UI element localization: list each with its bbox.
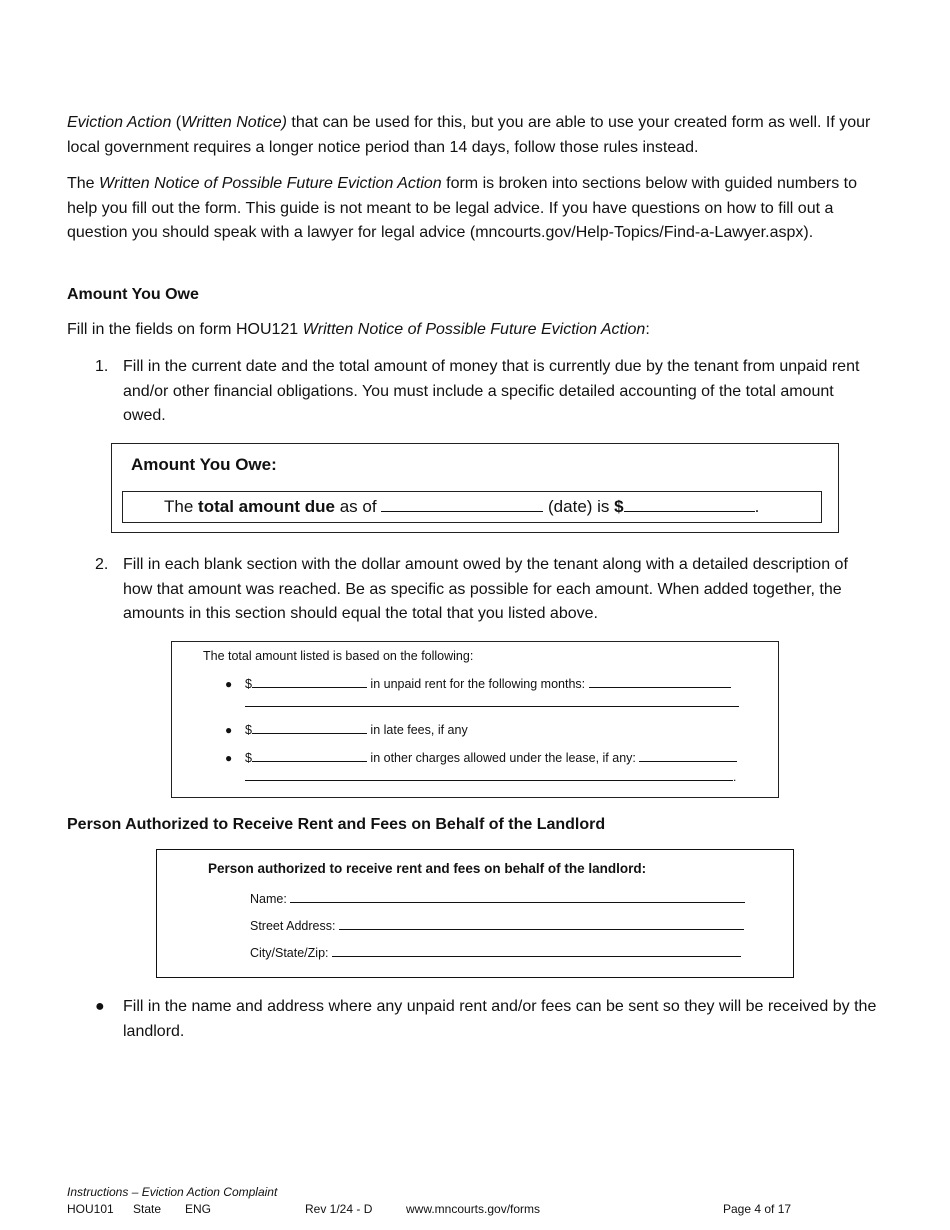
dollar-sign: $: [245, 677, 252, 691]
bullet-text: Fill in the name and address where any unpaid rent and/or fees can be sent so they will be received by the landlord.: [123, 998, 877, 1040]
instruction-item-1: [95, 355, 865, 429]
lead-form-ref: Written Notice of Possible Future Eviction Action: [302, 321, 646, 338]
amount-owed-row: [122, 491, 822, 523]
unpaid-rent-label: [245, 676, 731, 692]
name-blank: [290, 891, 745, 903]
period: .: [754, 497, 760, 516]
total-amount-blank: [624, 498, 755, 512]
city-state-zip-blank: [332, 945, 741, 957]
revision: Rev 1/24 - D: [305, 1202, 373, 1216]
city-field-row: [250, 945, 741, 961]
item-text: Fill in each blank section with the dollar amount owed by the tenant along with a detailed description of how that amount was reached. Be as specific as possible for each amount. When added together, the amounts in this section should equal the total that you listed above.: [123, 556, 848, 622]
other-charges-blank: [252, 751, 367, 762]
amount-you-owe-heading: Amount You Owe: [67, 286, 199, 303]
amount-owed-title: Amount You Owe:: [131, 455, 277, 474]
lead-colon: :: [645, 321, 650, 338]
person-authorized-form-excerpt: [156, 849, 794, 978]
other-description-blank: [639, 751, 737, 762]
page-footer: [67, 1184, 883, 1218]
language: ENG: [185, 1202, 212, 1216]
dollar-sign: $: [245, 751, 252, 765]
intro-paragraph-1: [67, 111, 883, 160]
street-address-blank: [339, 918, 744, 930]
item-text: Fill in the current date and the total amount of money that is currently due by the tenant from unpaid rent and/or other financial obligations. You must include a specific detailed accounting of the total amount owed.: [123, 358, 860, 424]
date-blank: [381, 498, 543, 512]
person-authorized-title: Person authorized to receive rent and fees on behalf of the landlord:: [208, 861, 647, 876]
bullet-icon: ●: [225, 677, 233, 691]
intro-text-2b: form is broken into sections below with guided numbers to help you fill out the form. This guide is not meant to be legal advice. If you have questions on how to fill out a question you should speak with a lawyer for legal advice (mncourts.gov/Help-Topics/Find-a-Lawyer.aspx).: [67, 175, 857, 241]
end-period: .: [733, 770, 737, 784]
months-blank: [589, 677, 731, 688]
rent-amount-blank: [252, 677, 367, 688]
bullet-icon: ●: [95, 998, 105, 1015]
amount-breakdown-form-excerpt: [171, 641, 779, 798]
other-continuation-line: [245, 780, 733, 781]
amount-owed-sentence: [164, 495, 759, 519]
section1-lead: [67, 318, 883, 343]
bullet-icon: ●: [225, 723, 233, 737]
other-charges-label: [245, 750, 737, 766]
person-authorized-bullet: [95, 995, 885, 1044]
total-amount-due-label: total amount due: [198, 497, 335, 516]
intro-text-2a: The: [67, 175, 100, 192]
street-field-row: [250, 918, 744, 934]
person-authorized-heading: Person Authorized to Receive Rent and Fees on Behalf of the Landlord: [67, 816, 606, 833]
forms-url: www.mncourts.gov/forms: [406, 1202, 541, 1216]
the-text: The: [164, 497, 199, 516]
item-number: 1.: [95, 358, 109, 375]
late-fees-text: in late fees, if any: [366, 723, 468, 737]
paren-open: (: [171, 114, 182, 131]
as-of-text: as of: [334, 497, 382, 516]
dollar-sign: $: [614, 497, 624, 516]
lead-text-a: Fill in the fields on form HOU121: [67, 321, 303, 338]
intro-text-1: that can be used for this, but you are able to use your created form as well. If your local government requires a longer notice period than 14 days, follow those rules instead.: [67, 114, 871, 156]
city-state-zip-label: City/State/Zip:: [250, 946, 329, 960]
unpaid-rent-text: in unpaid rent for the following months:: [366, 677, 589, 691]
name-label: Name:: [250, 892, 287, 906]
dollar-sign: $: [245, 723, 252, 737]
form-code: HOU101: [67, 1202, 114, 1216]
bullet-icon: ●: [225, 751, 233, 765]
document-page: [67, 0, 883, 1230]
late-fee-blank: [252, 723, 367, 734]
date-is-text: (date) is: [543, 497, 615, 516]
amount-owed-form-excerpt: [111, 443, 839, 533]
item-number: 2.: [95, 556, 109, 573]
written-notice-form-ref: Written Notice of Possible Future Eviction Action: [99, 175, 442, 192]
instruction-item-2: [95, 553, 865, 627]
intro-paragraph-2: [67, 172, 883, 246]
form-title-ref: Eviction Action: [67, 114, 172, 131]
page-number: Page 4 of 17: [723, 1202, 792, 1216]
other-charges-text: in other charges allowed under the lease, if any:: [366, 751, 640, 765]
months-continuation-line: [245, 706, 739, 707]
breakdown-title: The total amount listed is based on the following:: [203, 649, 474, 663]
written-notice-ref: Written Notice): [181, 114, 287, 131]
name-field-row: [250, 891, 745, 907]
footer-info-row: [67, 1201, 883, 1218]
jurisdiction: State: [133, 1202, 162, 1216]
late-fees-label: [245, 722, 468, 738]
footer-title: Instructions – Eviction Action Complaint: [67, 1185, 278, 1199]
street-address-label: Street Address:: [250, 919, 336, 933]
